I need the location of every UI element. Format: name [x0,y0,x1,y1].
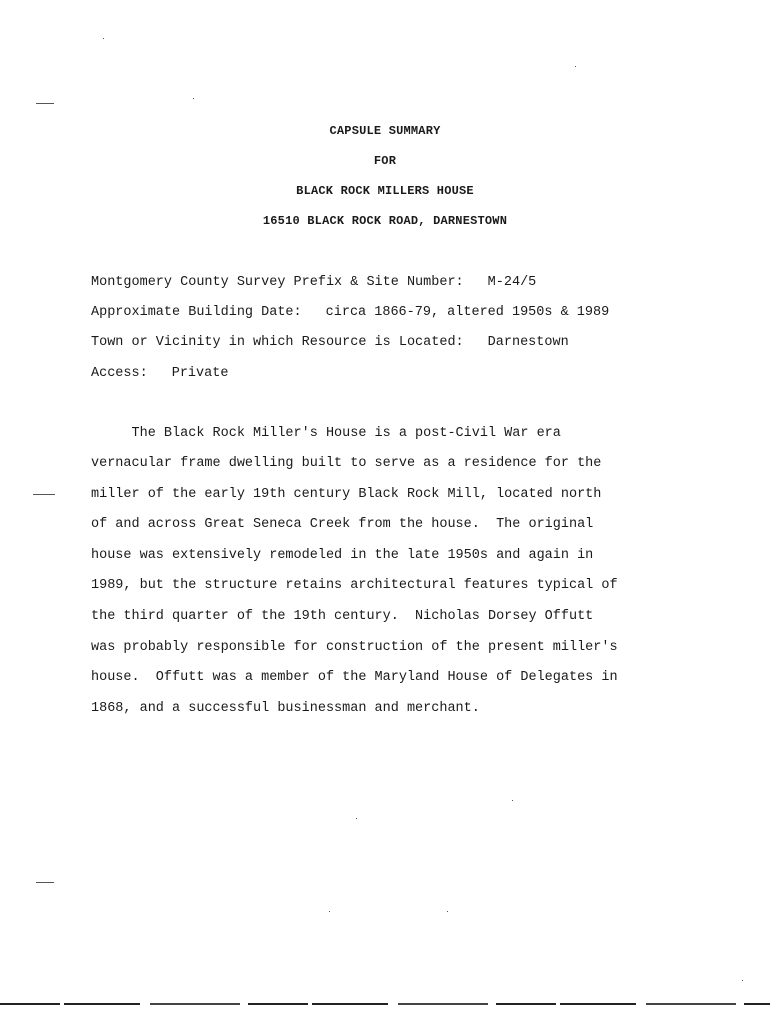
heading-address: 16510 BLACK ROCK ROAD, DARNESTOWN [262,214,508,228]
town-vicinity-field [91,335,569,350]
bottom-edge-rule [0,1003,770,1005]
summary-line: 1989, but the structure retains architectural features typical of [91,578,618,593]
scan-speck [193,98,194,99]
survey-number-field [91,275,536,290]
heading-capsule-summary: CAPSULE SUMMARY [329,124,441,138]
summary-line: of and across Great Seneca Creek from the house. The original [91,517,594,532]
scan-speck [356,818,357,819]
scan-mark [33,494,55,495]
scan-speck [742,980,743,981]
scan-speck [512,800,513,801]
building-date-label: Approximate Building Date: [91,305,302,320]
scan-mark [36,882,54,883]
summary-line: house. Offutt was a member of the Maryland House of Delegates in [91,670,618,685]
survey-number-value: M-24/5 [487,275,537,290]
summary-line: The Black Rock Miller's House is a post-Civil War era [91,426,561,441]
scan-speck [575,66,576,67]
summary-line: was probably responsible for construction of the present miller's [91,640,618,655]
summary-line: vernacular frame dwelling built to serve as a residence for the [91,456,602,471]
building-date-value: circa 1866-79, altered 1950s & 1989 [325,305,610,320]
scan-speck [447,911,448,912]
building-date-field [91,305,609,320]
summary-line: miller of the early 19th century Black Rock Mill, located north [91,487,602,502]
access-field [91,366,228,381]
heading-property-name: BLACK ROCK MILLERS HOUSE [296,184,474,198]
survey-number-label: Montgomery County Survey Prefix & Site Number: [91,275,464,290]
access-value: Private [171,366,229,381]
scan-mark [36,103,54,104]
town-vicinity-value: Darnestown [487,335,569,350]
summary-line: house was extensively remodeled in the late 1950s and again in [91,548,594,563]
town-vicinity-label: Town or Vicinity in which Resource is Located: [91,335,464,350]
summary-line: the third quarter of the 19th century. Nicholas Dorsey Offutt [91,609,594,624]
summary-line: 1868, and a successful businessman and merchant. [91,701,480,716]
access-label: Access: [91,366,148,381]
heading-for: FOR [373,154,397,168]
scan-speck [329,911,330,912]
scan-speck [103,38,104,39]
